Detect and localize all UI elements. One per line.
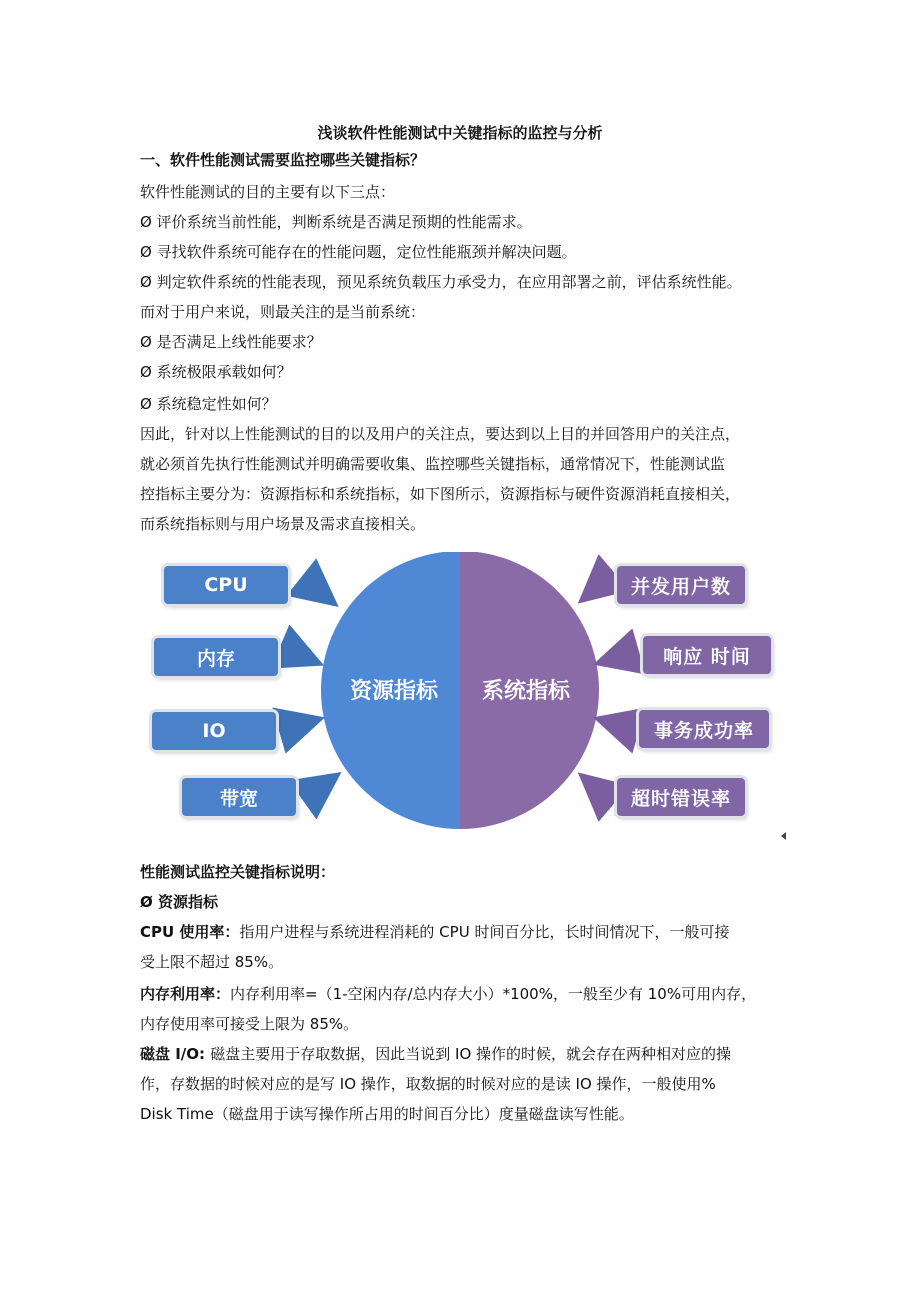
arrow-bandwidth	[308, 786, 322, 796]
disk-paragraph	[140, 1044, 731, 1064]
cpu-text-cont: 受上限不超过 85%。	[140, 953, 284, 971]
disk-text-cont: 作，存数据的时候对应的是写 IO 操作，取数据的时候对应的是读 IO 操作，一般使用%	[140, 1075, 716, 1093]
arrow-memory	[288, 650, 302, 656]
arrow-transaction	[616, 724, 630, 728]
purpose-item: Ø 判定软件系统的性能表现，预见系统负载压力承受力，在应用部署之前，评估系统性能。	[140, 273, 742, 291]
cpu-text: 指用户进程与系统进程消耗的 CPU 时间百分比，长时间情况下，一般可接	[239, 923, 730, 941]
user-intro: 而对于用户来说，则最关注的是当前系统：	[140, 303, 426, 321]
memory-text-cont: 内存使用率可接受上限为 85%。	[140, 1015, 359, 1033]
metrics-diagram	[140, 552, 790, 842]
system-box-concurrency: 并发用户数	[617, 566, 745, 604]
summary-line: 就必须首先执行性能测试并明确需要收集、监控哪些关键指标，通常情况下，性能测试监	[140, 455, 726, 473]
summary-line: 控指标主要分为：资源指标和系统指标，如下图所示，资源指标与硬件资源消耗直接相关，	[140, 485, 741, 503]
resource-box-memory: 内存	[154, 638, 278, 676]
arrow-timeout	[596, 788, 610, 800]
resource-box-bandwidth: 带宽	[182, 778, 296, 816]
intro-text: 软件性能测试的目的主要有以下三点：	[140, 183, 396, 201]
cpu-label: CPU 使用率：	[140, 923, 240, 941]
page-title: 浅谈软件性能测试中关键指标的监控与分析	[317, 124, 603, 142]
memory-label: 内存利用率：	[140, 985, 231, 1003]
memory-paragraph	[140, 984, 756, 1004]
cpu-paragraph	[140, 922, 729, 942]
system-box-response: 响应 时间	[643, 636, 771, 674]
corner-marker	[781, 832, 786, 840]
concern-item: Ø 系统极限承载如何？	[140, 363, 292, 381]
concern-item: Ø 是否满足上线性能要求？	[140, 333, 322, 351]
disk-label: 磁盘 I/O:	[140, 1045, 211, 1063]
concern-item: Ø 系统稳定性如何？	[140, 395, 277, 413]
arrow-cpu	[305, 580, 320, 592]
section-heading-2: 性能测试监控关键指标说明：	[140, 863, 336, 881]
disk-text-cont: Disk Time（磁盘用于读写操作所占用的时间百分比）度量磁盘读写性能。	[140, 1105, 634, 1123]
resource-box-io: IO	[152, 712, 276, 750]
arrow-concurrency	[596, 576, 610, 588]
resource-heading: Ø 资源指标	[140, 893, 218, 911]
system-center-label: 系统指标	[481, 679, 571, 704]
arrow-response	[616, 654, 630, 658]
memory-text: 内存利用率=（1-空闲内存/总内存大小）*100%，一般至少有 10%可用内存，	[230, 985, 757, 1003]
summary-line: 因此，针对以上性能测试的目的以及用户的关注点，要达到以上目的并回答用户的关注点，	[140, 425, 741, 443]
purpose-item: Ø 寻找软件系统可能存在的性能问题，定位性能瓶颈并解决问题。	[140, 243, 577, 261]
summary-line: 而系统指标则与用户场景及需求直接相关。	[140, 515, 426, 533]
disk-text: 磁盘主要用于存取数据，因此当说到 IO 操作的时候，就会存在两种相对应的操	[210, 1045, 732, 1063]
purpose-item: Ø 评价系统当前性能，判断系统是否满足预期的性能需求。	[140, 213, 532, 231]
resource-box-cpu: CPU	[164, 566, 288, 604]
resource-center-label: 资源指标	[349, 679, 439, 704]
section-heading-1: 一、软件性能测试需要监控哪些关键指标？	[140, 151, 426, 169]
system-box-transaction: 事务成功率	[639, 710, 769, 748]
arrow-io	[288, 724, 302, 728]
system-box-timeout: 超时错误率	[617, 778, 745, 816]
